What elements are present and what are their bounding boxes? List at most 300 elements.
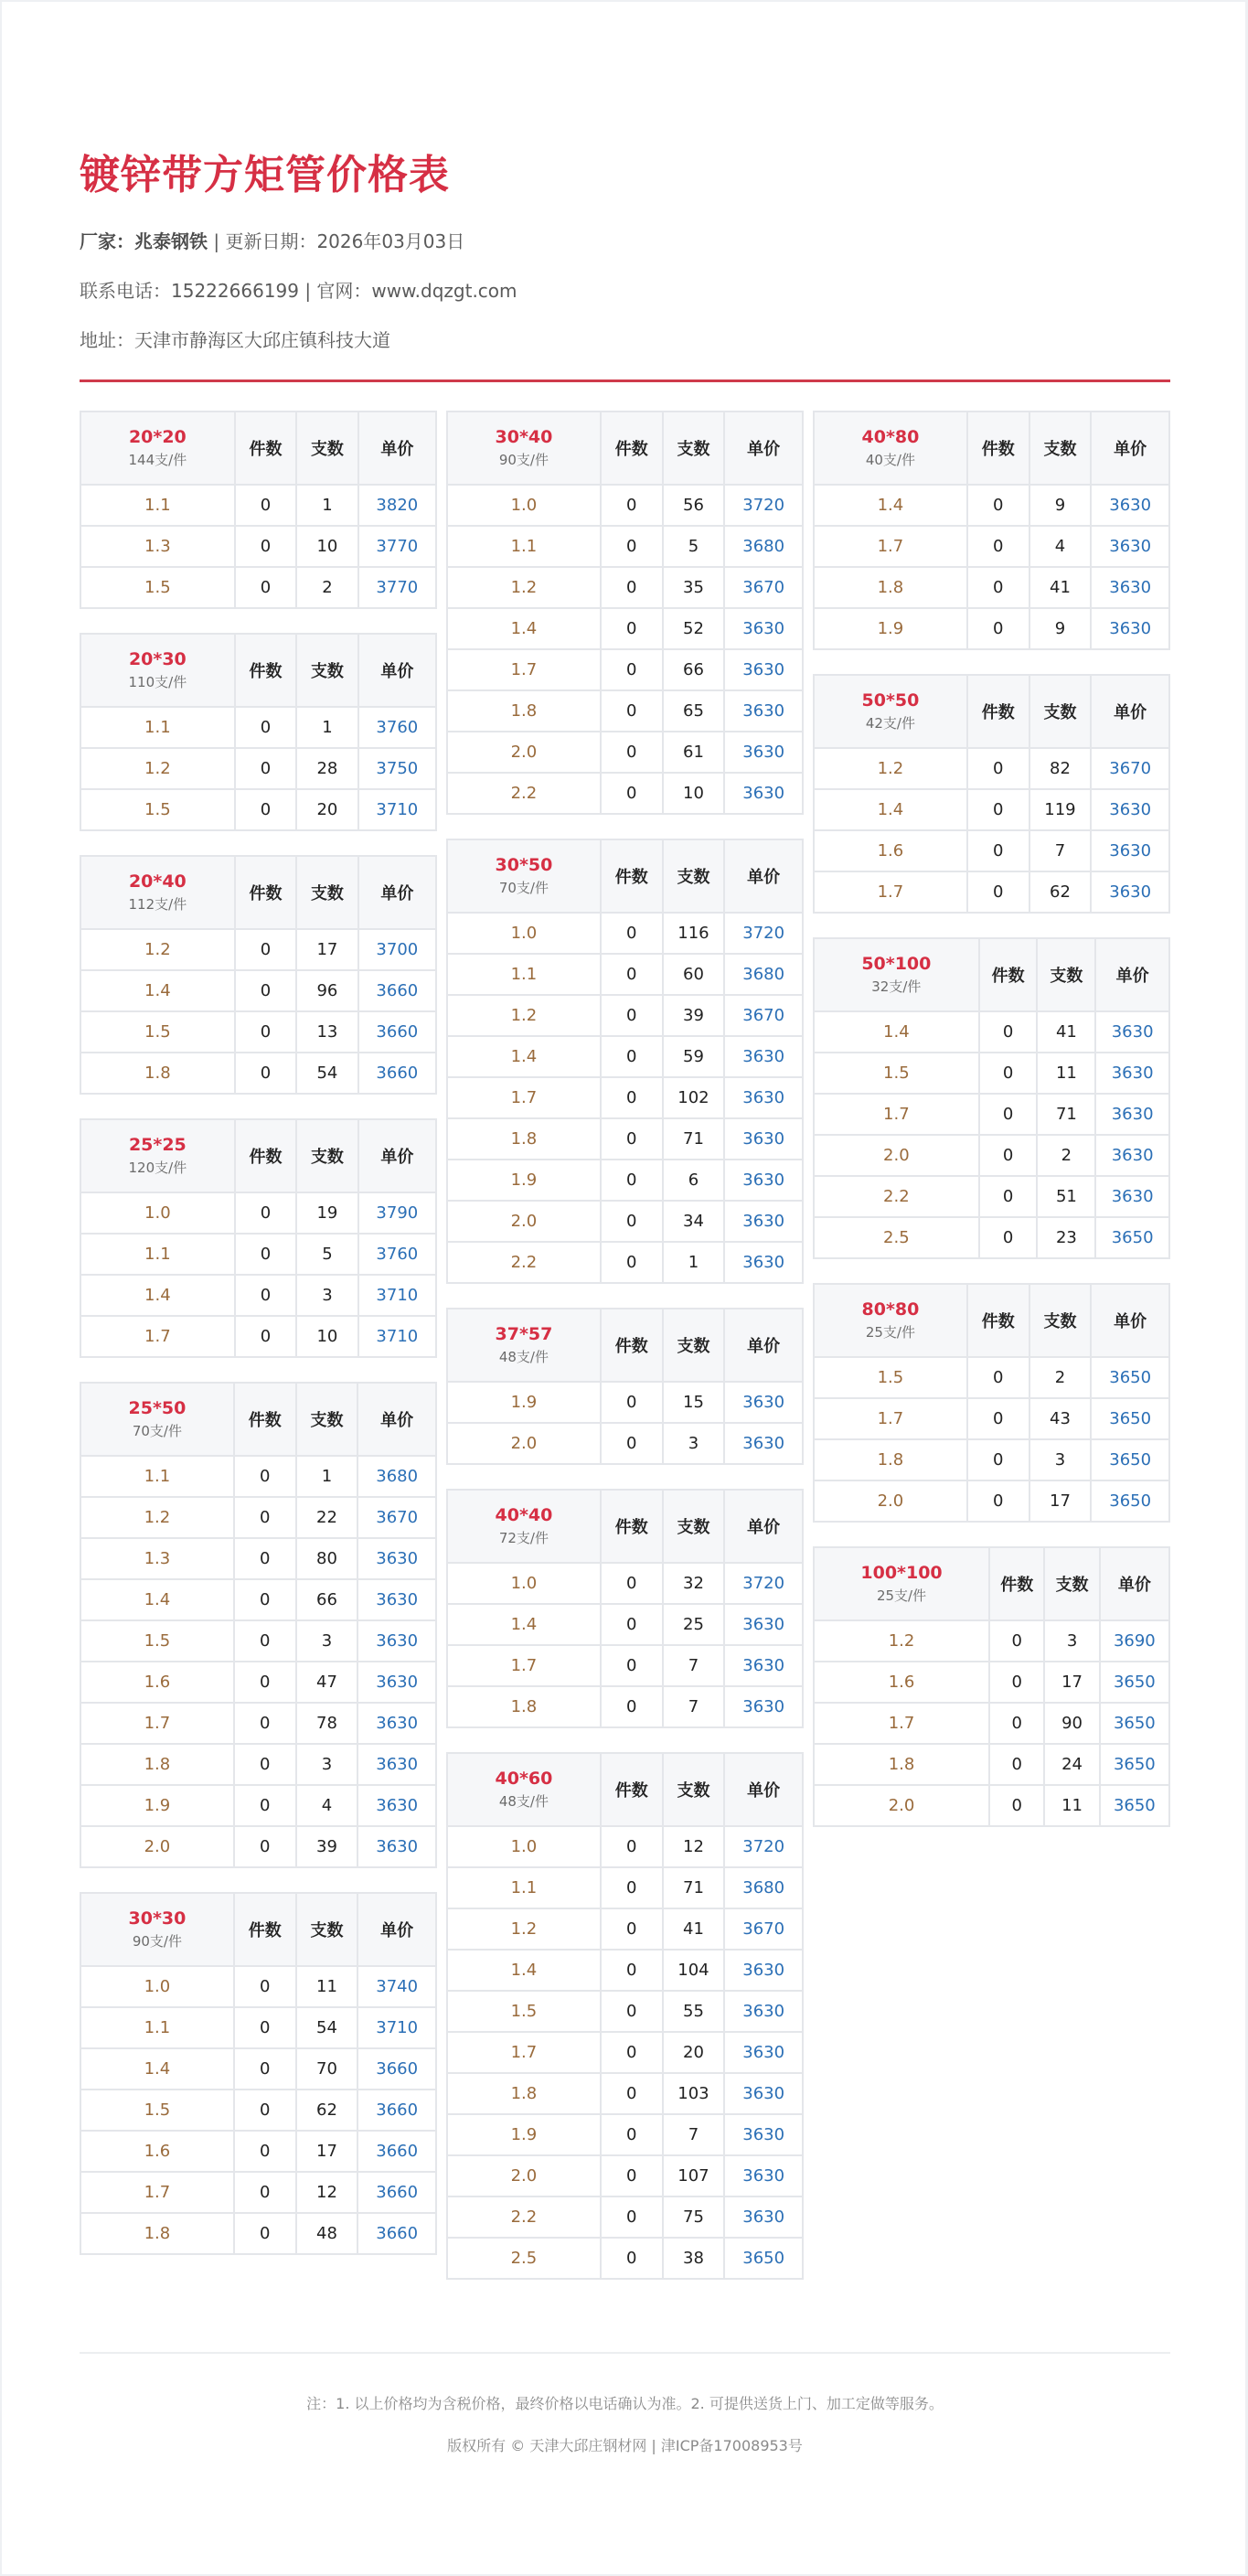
pieces-cell: 0 xyxy=(235,1498,295,1537)
pieces-cell: 0 xyxy=(602,650,662,689)
pieces-cell: 0 xyxy=(235,2173,295,2212)
count-cell: 9 xyxy=(1030,486,1091,525)
price-cell: 3630 xyxy=(1092,568,1168,607)
pieces-cell: 0 xyxy=(968,790,1029,829)
count-cell: 96 xyxy=(297,971,357,1010)
header-count: 支数 xyxy=(297,1120,357,1192)
thickness-cell: 1.8 xyxy=(448,2074,600,2113)
pieces-cell: 0 xyxy=(602,568,662,607)
thickness-cell: 1.1 xyxy=(448,1868,600,1908)
price-table xyxy=(446,1489,804,1728)
header-count: 支数 xyxy=(1038,939,1094,1010)
spec-pack-count: 110支/件 xyxy=(128,674,187,690)
table-row xyxy=(81,1053,435,1093)
price-cell: 3670 xyxy=(725,568,802,607)
spec-pack-count: 112支/件 xyxy=(128,896,187,913)
price-cell: 3630 xyxy=(725,2115,802,2154)
pieces-cell: 0 xyxy=(235,1457,295,1496)
thickness-cell: 2.2 xyxy=(815,1177,978,1216)
price-cell: 3710 xyxy=(359,1317,435,1356)
table-row xyxy=(815,1440,1168,1480)
pieces-cell: 0 xyxy=(236,568,295,607)
table-row xyxy=(815,1136,1168,1175)
table-row xyxy=(815,527,1168,566)
table-row xyxy=(815,872,1168,912)
price-cell: 3680 xyxy=(358,1457,435,1496)
count-cell: 56 xyxy=(664,486,724,525)
spec-size: 80*80 xyxy=(861,1299,920,1320)
price-cell: 3630 xyxy=(1092,831,1168,871)
price-cell: 3660 xyxy=(359,1053,435,1093)
spec-header-cell xyxy=(81,1384,233,1455)
thickness-cell: 1.7 xyxy=(448,2033,600,2072)
header-price: 单价 xyxy=(1092,1285,1168,1356)
count-cell: 61 xyxy=(664,732,724,772)
count-cell: 12 xyxy=(664,1827,724,1866)
thickness-cell: 1.1 xyxy=(81,708,234,747)
count-cell: 39 xyxy=(297,1827,357,1866)
thickness-cell: 2.0 xyxy=(81,1827,233,1866)
table-row xyxy=(81,486,435,525)
header-count: 支数 xyxy=(664,412,724,484)
pieces-cell: 0 xyxy=(236,790,295,829)
table-row xyxy=(448,2033,802,2072)
table-row xyxy=(81,1457,435,1496)
count-cell: 103 xyxy=(664,2074,724,2113)
thickness-cell: 1.7 xyxy=(448,1646,600,1685)
count-cell: 11 xyxy=(1038,1053,1094,1093)
header-count: 支数 xyxy=(297,1384,357,1455)
price-cell: 3760 xyxy=(359,708,435,747)
table-row xyxy=(448,2074,802,2113)
thickness-cell: 1.8 xyxy=(448,1119,600,1159)
price-cell: 3770 xyxy=(359,527,435,566)
header-count: 支数 xyxy=(297,412,357,484)
spec-size: 100*100 xyxy=(860,1563,943,1583)
pieces-cell: 0 xyxy=(990,1704,1043,1743)
header-pieces: 件数 xyxy=(236,412,295,484)
count-cell: 23 xyxy=(1038,1218,1094,1257)
pieces-cell: 0 xyxy=(602,1909,662,1949)
header-price: 单价 xyxy=(358,1384,435,1455)
price-cell: 3630 xyxy=(1092,527,1168,566)
table-header-row xyxy=(448,1309,802,1381)
table-row xyxy=(81,1745,435,1784)
table-row xyxy=(448,914,802,953)
thickness-cell: 1.8 xyxy=(815,568,966,607)
count-cell: 28 xyxy=(297,749,357,788)
price-cell: 3630 xyxy=(725,650,802,689)
thickness-cell: 1.8 xyxy=(81,1053,234,1093)
price-table xyxy=(446,839,804,1284)
table-row xyxy=(448,1646,802,1685)
pieces-cell: 0 xyxy=(235,1827,295,1866)
table-row xyxy=(815,1662,1168,1702)
address-line: 地址：天津市静海区大邱庄镇科技大道 xyxy=(80,329,390,351)
count-cell: 9 xyxy=(1030,609,1091,648)
pieces-cell: 0 xyxy=(235,2049,295,2089)
price-cell: 3650 xyxy=(725,2239,802,2278)
price-cell: 3660 xyxy=(359,971,435,1010)
table-header-row xyxy=(81,635,435,706)
price-table xyxy=(446,411,804,815)
price-cell: 3670 xyxy=(358,1498,435,1537)
pieces-cell: 0 xyxy=(602,2156,662,2196)
table-header-row xyxy=(815,676,1168,747)
price-cell: 3630 xyxy=(725,1119,802,1159)
pieces-cell: 0 xyxy=(602,1243,662,1282)
thickness-cell: 1.1 xyxy=(448,527,600,566)
thickness-cell: 1.9 xyxy=(448,2115,600,2154)
price-table xyxy=(813,674,1170,914)
table-row xyxy=(81,2132,435,2171)
pieces-cell: 0 xyxy=(236,971,295,1010)
pieces-cell: 0 xyxy=(236,930,295,969)
spec-size: 20*30 xyxy=(128,649,187,669)
header-price: 单价 xyxy=(359,857,435,928)
price-cell: 3660 xyxy=(359,1012,435,1052)
table-row xyxy=(815,1621,1168,1661)
table-row xyxy=(815,790,1168,829)
price-cell: 3710 xyxy=(359,1276,435,1315)
table-row xyxy=(448,1383,802,1422)
table-row xyxy=(448,1119,802,1159)
thickness-cell: 2.0 xyxy=(448,2156,600,2196)
thickness-cell: 1.0 xyxy=(448,1564,600,1603)
count-cell: 62 xyxy=(1030,872,1091,912)
pieces-cell: 0 xyxy=(602,1383,662,1422)
pieces-cell: 0 xyxy=(968,609,1029,648)
header-pieces: 件数 xyxy=(602,1491,662,1562)
table-row xyxy=(81,1235,435,1274)
spec-size: 40*80 xyxy=(861,427,920,447)
header-count: 支数 xyxy=(1030,676,1091,747)
pieces-cell: 0 xyxy=(235,2008,295,2047)
table-row xyxy=(815,1012,1168,1052)
table-row xyxy=(815,1704,1168,1743)
count-cell: 1 xyxy=(664,1243,724,1282)
count-cell: 4 xyxy=(297,1786,357,1825)
price-cell: 3630 xyxy=(725,1687,802,1726)
thickness-cell: 1.4 xyxy=(81,1276,234,1315)
pieces-cell: 0 xyxy=(602,996,662,1035)
thickness-cell: 1.3 xyxy=(81,527,234,566)
price-cell: 3630 xyxy=(358,1621,435,1661)
spec-pack-count: 144支/件 xyxy=(128,452,187,468)
count-cell: 4 xyxy=(1030,527,1091,566)
pieces-cell: 0 xyxy=(602,732,662,772)
table-row xyxy=(815,1786,1168,1825)
header-pieces: 件数 xyxy=(602,1754,662,1825)
pieces-cell: 0 xyxy=(968,1399,1029,1438)
count-cell: 41 xyxy=(664,1909,724,1949)
price-cell: 3630 xyxy=(725,1424,802,1463)
header-price: 单价 xyxy=(725,1491,802,1562)
table-row xyxy=(815,568,1168,607)
thickness-cell: 2.0 xyxy=(448,1202,600,1241)
price-table xyxy=(80,411,437,609)
spec-size: 30*30 xyxy=(128,1908,187,1929)
price-cell: 3720 xyxy=(725,1827,802,1866)
count-cell: 2 xyxy=(1038,1136,1094,1175)
thickness-cell: 1.1 xyxy=(81,1235,234,1274)
header-pieces: 件数 xyxy=(602,412,662,484)
count-cell: 2 xyxy=(297,568,357,607)
table-row xyxy=(448,609,802,648)
pieces-cell: 0 xyxy=(602,1646,662,1685)
pieces-cell: 0 xyxy=(602,1202,662,1241)
pieces-cell: 0 xyxy=(602,691,662,731)
price-cell: 3630 xyxy=(1092,790,1168,829)
header-price: 单价 xyxy=(359,412,435,484)
header-pieces: 件数 xyxy=(236,1120,295,1192)
table-row xyxy=(448,568,802,607)
count-cell: 41 xyxy=(1030,568,1091,607)
price-table xyxy=(80,633,437,831)
column-left xyxy=(80,411,437,2255)
count-cell: 66 xyxy=(297,1580,357,1619)
table-row xyxy=(81,930,435,969)
thickness-cell: 1.2 xyxy=(448,996,600,1035)
count-cell: 54 xyxy=(297,1053,357,1093)
pieces-cell: 0 xyxy=(602,2033,662,2072)
count-cell: 7 xyxy=(664,2115,724,2154)
header-pieces: 件数 xyxy=(602,1309,662,1381)
pieces-cell: 0 xyxy=(990,1662,1043,1702)
price-cell: 3630 xyxy=(1096,1095,1168,1134)
thickness-cell: 1.6 xyxy=(81,1662,233,1702)
price-cell: 3650 xyxy=(1092,1440,1168,1480)
spec-header-cell xyxy=(81,412,234,484)
price-table xyxy=(446,1752,804,2280)
thickness-cell: 2.5 xyxy=(448,2239,600,2278)
count-cell: 3 xyxy=(664,1424,724,1463)
table-row xyxy=(81,527,435,566)
table-row xyxy=(448,1992,802,2031)
spec-size: 40*60 xyxy=(495,1769,553,1789)
count-cell: 48 xyxy=(297,2214,357,2253)
pieces-cell: 0 xyxy=(980,1095,1037,1134)
price-cell: 3630 xyxy=(358,1704,435,1743)
table-row xyxy=(81,1193,435,1233)
pieces-cell: 0 xyxy=(968,749,1029,788)
table-row xyxy=(815,1481,1168,1521)
manufacturer-label: 厂家： xyxy=(80,230,134,252)
count-cell: 10 xyxy=(297,1317,357,1356)
count-cell: 116 xyxy=(664,914,724,953)
pieces-cell: 0 xyxy=(602,486,662,525)
count-cell: 47 xyxy=(297,1662,357,1702)
pieces-cell: 0 xyxy=(980,1012,1037,1052)
pieces-cell: 0 xyxy=(236,527,295,566)
price-cell: 3630 xyxy=(1096,1136,1168,1175)
count-cell: 24 xyxy=(1045,1745,1098,1784)
pieces-cell: 0 xyxy=(968,568,1029,607)
price-cell: 3770 xyxy=(359,568,435,607)
thickness-cell: 2.5 xyxy=(815,1218,978,1257)
price-table xyxy=(80,1382,437,1868)
table-row xyxy=(448,1202,802,1241)
price-cell: 3750 xyxy=(359,749,435,788)
price-cell: 3680 xyxy=(725,955,802,994)
header-count: 支数 xyxy=(664,1754,724,1825)
spec-header-cell xyxy=(815,1285,966,1356)
price-table xyxy=(813,1283,1170,1523)
pieces-cell: 0 xyxy=(968,1358,1029,1397)
thickness-cell: 1.4 xyxy=(815,486,966,525)
pieces-cell: 0 xyxy=(602,527,662,566)
price-cell: 3680 xyxy=(725,1868,802,1908)
table-row xyxy=(81,1662,435,1702)
table-row xyxy=(81,1621,435,1661)
pieces-cell: 0 xyxy=(235,2132,295,2171)
header-pieces: 件数 xyxy=(236,857,295,928)
price-cell: 3630 xyxy=(725,1992,802,2031)
pieces-cell: 0 xyxy=(235,1662,295,1702)
pieces-cell: 0 xyxy=(990,1745,1043,1784)
count-cell: 54 xyxy=(297,2008,357,2047)
pieces-cell: 0 xyxy=(602,914,662,953)
pieces-cell: 0 xyxy=(602,2197,662,2237)
spec-size: 30*50 xyxy=(495,855,553,875)
price-cell: 3630 xyxy=(725,1383,802,1422)
table-row xyxy=(81,1317,435,1356)
table-row xyxy=(448,2197,802,2237)
header-pieces: 件数 xyxy=(236,635,295,706)
pieces-cell: 0 xyxy=(990,1786,1043,1825)
thickness-cell: 1.4 xyxy=(81,2049,233,2089)
count-cell: 7 xyxy=(1030,831,1091,871)
thickness-cell: 1.3 xyxy=(81,1539,233,1578)
table-row xyxy=(815,609,1168,648)
pieces-cell: 0 xyxy=(980,1136,1037,1175)
thickness-cell: 1.9 xyxy=(81,1786,233,1825)
thickness-cell: 2.0 xyxy=(448,732,600,772)
header-price: 单价 xyxy=(725,1309,802,1381)
spec-pack-count: 72支/件 xyxy=(498,1530,549,1546)
spec-pack-count: 48支/件 xyxy=(498,1793,549,1810)
header-price: 单价 xyxy=(359,1120,435,1192)
header-price: 单价 xyxy=(358,1894,435,1965)
header-price: 单价 xyxy=(1101,1548,1168,1619)
thickness-cell: 1.2 xyxy=(81,930,234,969)
table-header-row xyxy=(815,1285,1168,1356)
thickness-cell: 1.7 xyxy=(815,527,966,566)
pieces-cell: 0 xyxy=(602,774,662,813)
header-pieces: 件数 xyxy=(990,1548,1043,1619)
price-cell: 3630 xyxy=(725,1243,802,1282)
table-row xyxy=(448,1909,802,1949)
thickness-cell: 1.9 xyxy=(815,609,966,648)
count-cell: 6 xyxy=(664,1160,724,1200)
thickness-cell: 1.9 xyxy=(448,1383,600,1422)
price-table xyxy=(80,1118,437,1358)
table-row xyxy=(81,1704,435,1743)
count-cell: 119 xyxy=(1030,790,1091,829)
thickness-cell: 1.7 xyxy=(815,1399,966,1438)
spec-pack-count: 48支/件 xyxy=(498,1349,549,1365)
count-cell: 70 xyxy=(297,2049,357,2089)
price-cell: 3630 xyxy=(725,1202,802,1241)
price-cell: 3630 xyxy=(725,1160,802,1200)
thickness-cell: 1.8 xyxy=(448,1687,600,1726)
price-cell: 3630 xyxy=(725,2074,802,2113)
table-row xyxy=(81,1580,435,1619)
pieces-cell: 0 xyxy=(235,1621,295,1661)
table-row xyxy=(815,831,1168,871)
count-cell: 5 xyxy=(664,527,724,566)
count-cell: 102 xyxy=(664,1078,724,1117)
pieces-cell: 0 xyxy=(602,1564,662,1603)
thickness-cell: 2.2 xyxy=(448,2197,600,2237)
table-row xyxy=(81,1827,435,1866)
count-cell: 10 xyxy=(664,774,724,813)
count-cell: 1 xyxy=(297,708,357,747)
count-cell: 25 xyxy=(664,1605,724,1644)
thickness-cell: 1.2 xyxy=(815,749,966,788)
table-row xyxy=(815,1745,1168,1784)
spec-header-cell xyxy=(81,635,234,706)
price-cell: 3650 xyxy=(1096,1218,1168,1257)
thickness-cell: 1.7 xyxy=(815,1704,988,1743)
table-row xyxy=(815,1177,1168,1216)
price-cell: 3630 xyxy=(725,1646,802,1685)
table-row xyxy=(81,1786,435,1825)
count-cell: 66 xyxy=(664,650,724,689)
count-cell: 35 xyxy=(664,568,724,607)
table-row xyxy=(81,1276,435,1315)
count-cell: 7 xyxy=(664,1646,724,1685)
thickness-cell: 1.1 xyxy=(81,1457,233,1496)
pieces-cell: 0 xyxy=(968,1440,1029,1480)
table-header-row xyxy=(448,840,802,912)
table-header-row xyxy=(448,412,802,484)
thickness-cell: 2.0 xyxy=(815,1136,978,1175)
count-cell: 12 xyxy=(297,2173,357,2212)
thickness-cell: 1.1 xyxy=(81,486,234,525)
price-cell: 3710 xyxy=(358,2008,435,2047)
table-header-row xyxy=(81,1384,435,1455)
count-cell: 39 xyxy=(664,996,724,1035)
price-cell: 3650 xyxy=(1092,1481,1168,1521)
pieces-cell: 0 xyxy=(980,1053,1037,1093)
spec-pack-count: 42支/件 xyxy=(865,715,915,732)
count-cell: 11 xyxy=(297,1967,357,2006)
thickness-cell: 1.5 xyxy=(81,2090,233,2130)
count-cell: 71 xyxy=(1038,1095,1094,1134)
thickness-cell: 1.7 xyxy=(815,872,966,912)
thickness-cell: 1.5 xyxy=(81,1621,233,1661)
footer-copyright: 版权所有 © 天津大邱庄钢材网 | 津ICP备17008953号 xyxy=(447,2437,803,2454)
table-row xyxy=(448,732,802,772)
table-row xyxy=(815,1095,1168,1134)
price-cell: 3630 xyxy=(725,2197,802,2237)
count-cell: 51 xyxy=(1038,1177,1094,1216)
count-cell: 20 xyxy=(664,2033,724,2072)
pieces-cell: 0 xyxy=(602,1868,662,1908)
table-row xyxy=(81,1012,435,1052)
price-table xyxy=(80,1892,437,2255)
count-cell: 55 xyxy=(664,1992,724,2031)
price-cell: 3630 xyxy=(725,609,802,648)
table-row xyxy=(81,1967,435,2006)
thickness-cell: 1.0 xyxy=(81,1967,233,2006)
count-cell: 17 xyxy=(1045,1662,1098,1702)
count-cell: 3 xyxy=(297,1745,357,1784)
pieces-cell: 0 xyxy=(602,955,662,994)
count-cell: 41 xyxy=(1038,1012,1094,1052)
thickness-cell: 1.5 xyxy=(815,1053,978,1093)
